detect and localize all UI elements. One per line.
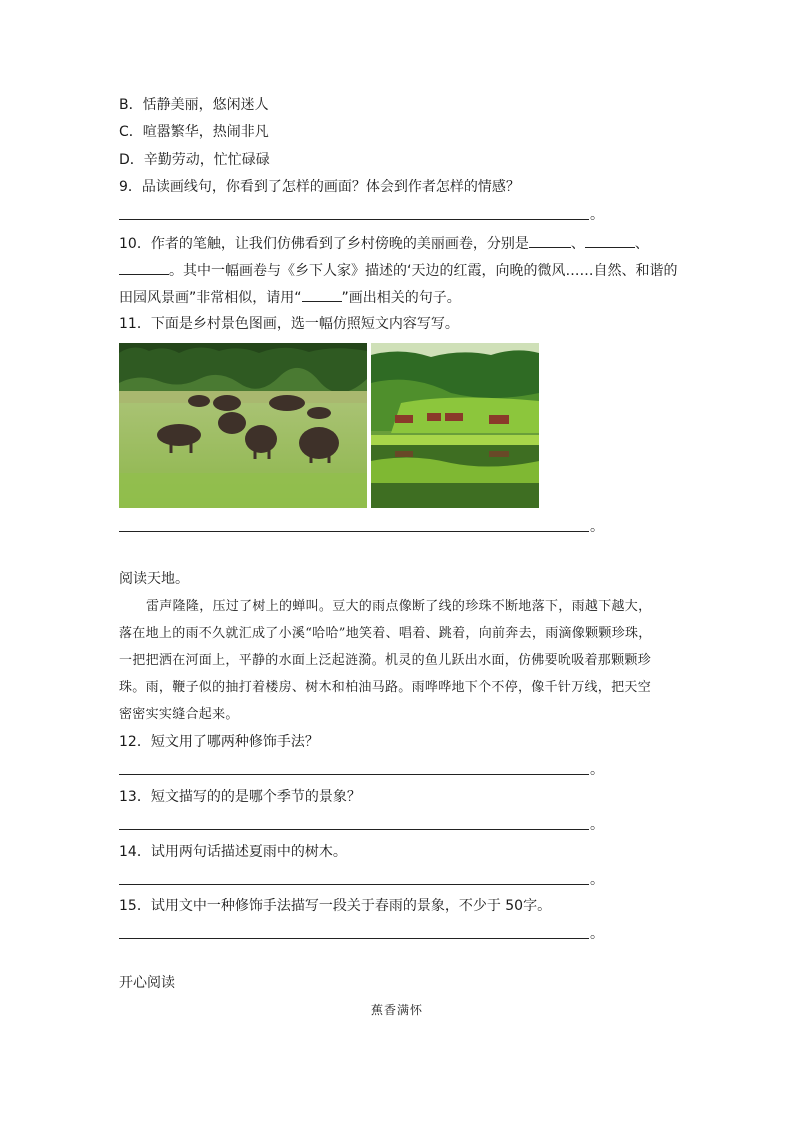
story-title: 蕉香满怀: [370, 1003, 423, 1017]
question-13: 13．短文描写的的是哪个季节的景象？: [119, 789, 361, 805]
passage-line: 密密实实缝合起来。: [119, 707, 239, 722]
question-10-text: 10．作者的笔触，让我们仿佛看到了乡村傍晚的美丽画卷，分别是: [119, 236, 529, 252]
buffalo-grassland-image: [119, 343, 367, 508]
option-d: D．辛勤劳动，忙忙碌碌: [119, 152, 270, 168]
reading-passage: [119, 593, 679, 728]
question-14: 14．试用两句话描述夏雨中的树木。: [119, 844, 347, 860]
buffalo-grassland-photo: [119, 343, 367, 508]
answer-line-14[interactable]: [119, 884, 589, 885]
passage-line: 雷声隆隆，压过了树上的蝉叫。豆大的雨点像断了线的珍珠不断地落下，雨越下越大，: [146, 599, 652, 614]
answer-line-11[interactable]: [119, 531, 589, 532]
passage-line: 落在地上的雨不久就汇成了小溪“哈哈”地笑着、唱着、跳着，向前奔去，雨滴像颗颗珍珠，: [119, 626, 652, 641]
answer-period-11: 。: [590, 519, 604, 535]
answer-period-14: 。: [590, 872, 604, 888]
village-lake-photo: [371, 343, 539, 508]
blank-10-4[interactable]: [302, 287, 342, 302]
separator: 、: [570, 236, 585, 252]
separator: 、: [634, 236, 649, 252]
answer-line-9[interactable]: [119, 219, 589, 220]
question-10-text: 田园风景画”非常相似，请用“: [119, 290, 302, 306]
question-12: 12．短文用了哪两种修饰手法？: [119, 734, 319, 750]
question-10-text: ”画出相关的句子。: [341, 290, 461, 306]
question-10-line3: [119, 287, 461, 308]
section-heading-reading: 阅读天地。: [119, 571, 189, 587]
answer-period-15: 。: [590, 926, 604, 942]
question-10-line1: [119, 233, 649, 254]
option-b: B．恬静美丽，悠闲迷人: [119, 97, 269, 113]
blank-10-3[interactable]: [119, 260, 169, 275]
answer-period-12: 。: [590, 762, 604, 778]
village-lake-image: [371, 343, 539, 508]
question-10-text: 。其中一幅画卷与《乡下人家》描述的‘天边的红霞，向晚的微风……自然、和谐的: [169, 263, 678, 279]
question-9: 9．品读画线句，你看到了怎样的画面？体会到作者怎样的情感？: [119, 179, 520, 195]
blank-10-2[interactable]: [585, 233, 635, 248]
answer-period-9: 。: [590, 207, 604, 223]
answer-line-15[interactable]: [119, 938, 589, 939]
answer-line-12[interactable]: [119, 774, 589, 775]
passage-line: 珠。雨，鞭子似的抽打着楼房、树木和柏油马路。雨哗哗地下个不停，像千针万线，把天空: [119, 680, 652, 695]
section-heading-happy-reading: 开心阅读: [119, 975, 175, 991]
blank-10-1[interactable]: [529, 233, 571, 248]
passage-line: 一把把洒在河面上，平静的水面上泛起涟漪。机灵的鱼儿跃出水面，仿佛要吮吸着那颗颗珍: [119, 653, 652, 668]
question-15: 15．试用文中一种修饰手法描写一段关于春雨的景象，不少于 50字。: [119, 898, 552, 914]
answer-period-13: 。: [590, 817, 604, 833]
question-10-line2: [119, 260, 677, 281]
question-11: 11．下面是乡村景色图画，选一幅仿照短文内容写写。: [119, 316, 459, 332]
answer-line-13[interactable]: [119, 829, 589, 830]
option-c: C．喧嚣繁华，热闹非凡: [119, 124, 269, 140]
